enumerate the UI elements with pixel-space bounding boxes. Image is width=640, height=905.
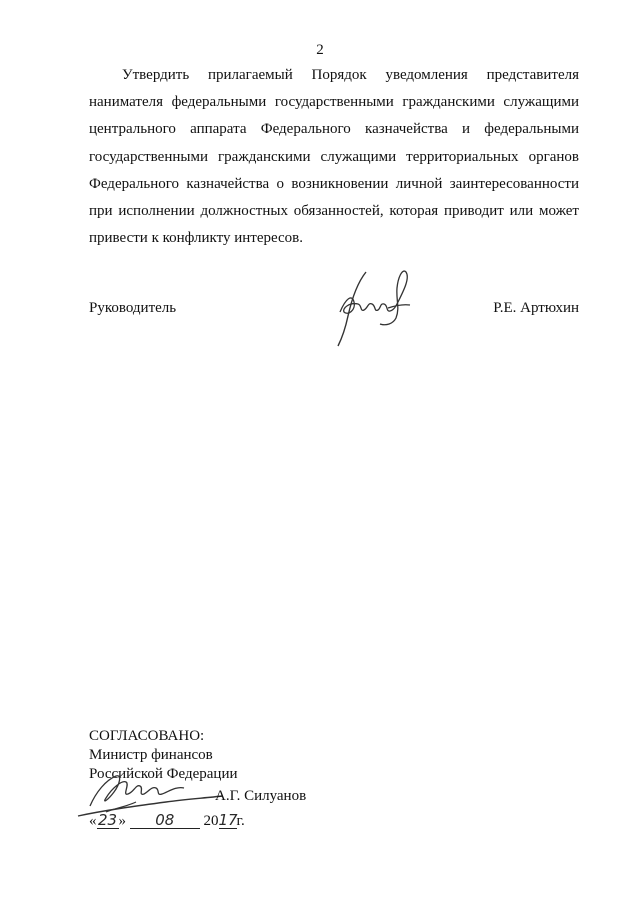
approval-date [89,813,245,830]
date-month: 08 [130,813,200,829]
approver-position: Министр финансов [89,747,213,763]
approval-heading: СОГЛАСОВАНО: [89,728,205,744]
signature-image [318,268,418,350]
approver-organization: Российской Федерации [89,766,238,782]
date-open-quote: « [89,813,97,829]
date-close-quote: » [118,813,126,829]
date-year-prefix: 20 [203,813,219,829]
date-year-marker: г. [236,813,245,829]
approver-name: А.Г. Силуанов [215,788,307,804]
date-day: 23 [97,811,118,829]
signatory-title: Руководитель [89,300,177,316]
signatory-name: Р.Е. Артюхин [493,300,579,316]
date-year-suffix: 17 [218,811,238,829]
body-paragraph: Утвердить прилагаемый Порядок уведомления представителя нанимателя федеральными государственными гражданскими служащими центрального аппарата Федерального казначейства и федеральными государственными гражданскими служащими территориальных органов Федерального казначейства о возникновении личной заинтересованности при исполнении должностных обязанностей, которая приводит или может привести к конфликту интересов. [89,67,579,247]
page-number: 2 [316,42,324,58]
